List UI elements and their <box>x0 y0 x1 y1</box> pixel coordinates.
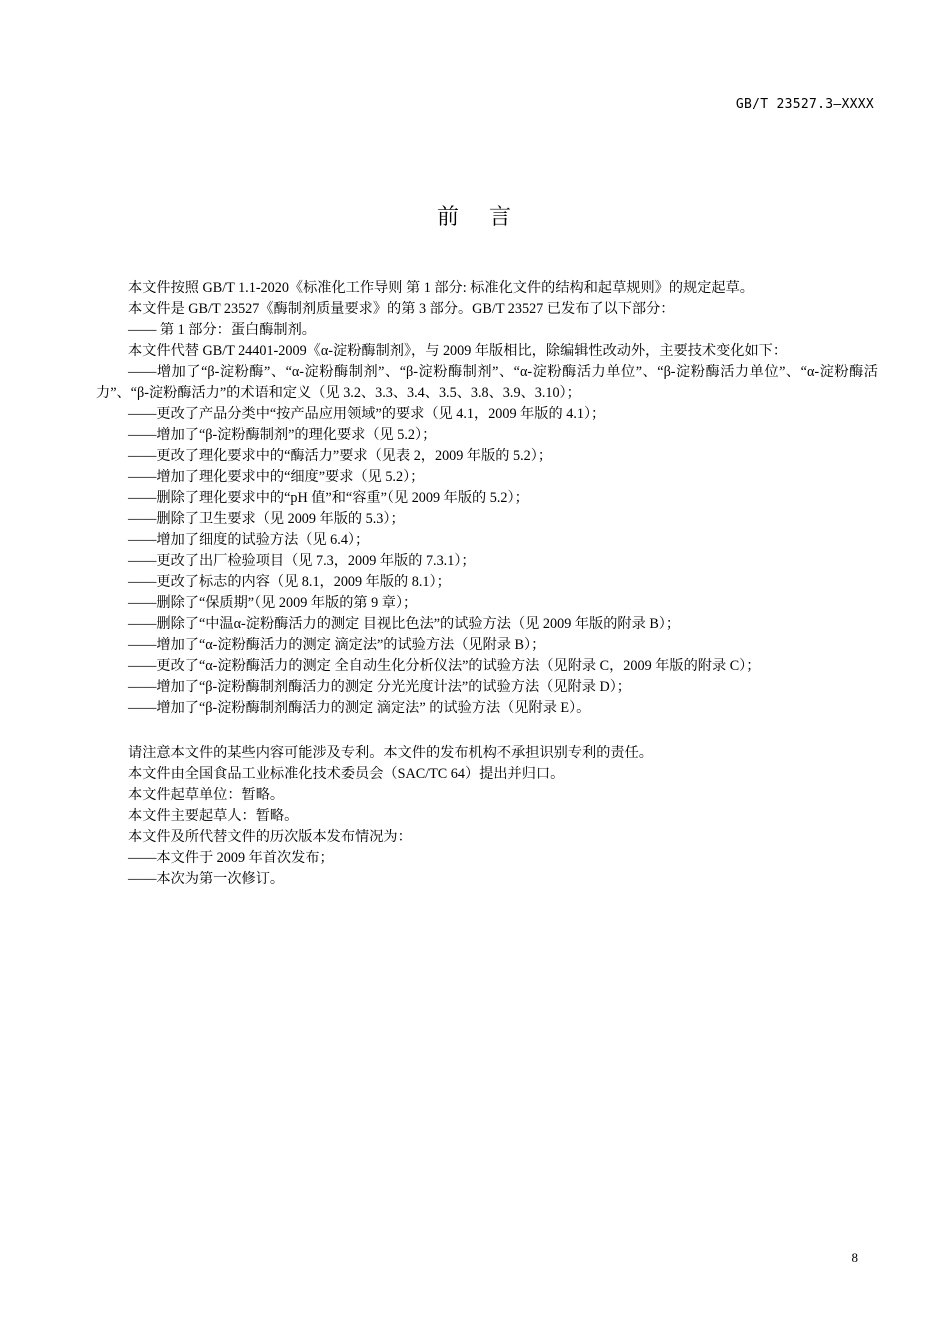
page-title <box>0 200 950 231</box>
document-code: GB/T 23527.3—XXXX <box>735 97 874 112</box>
intro-paragraph: —— 第 1 部分：蛋白酶制剂。 <box>128 322 316 338</box>
intro-paragraph: 本文件按照 GB/T 1.1-2020《标准化工作导则 第 1 部分: 标准化文件的结构和起草规则》的规定起草。 <box>128 280 754 296</box>
closing-paragraph: ——本文件于 2009 年首次发布； <box>128 850 334 866</box>
change-item: ——增加了细度的试验方法（见 6.4）； <box>128 532 370 548</box>
foreword-body <box>96 278 878 890</box>
section-gap <box>96 719 878 743</box>
change-item: ——删除了“保质期”（见 2009 年版的第 9 章）； <box>128 595 418 611</box>
change-item: ——增加了“β-淀粉酶”、“α-淀粉酶制剂”、“β-淀粉酶制剂”、“α-淀粉酶活力单位”、“β-淀粉酶活力单位”、“α-淀粉酶活力”、“β-淀粉酶活力”的术语和定义（见 3.2、3.3、3.4、3.5、3.8、3.9、3.10）； <box>96 364 878 401</box>
change-item: ——更改了标志的内容（见 8.1，2009 年版的 8.1）； <box>128 574 451 590</box>
change-item: ——删除了“中温α-淀粉酶活力的测定 目视比色法”的试验方法（见 2009 年版的附录 B）； <box>128 616 681 632</box>
closing-paragraph: 请注意本文件的某些内容可能涉及专利。本文件的发布机构不承担识别专利的责任。 <box>128 745 653 761</box>
change-item: ——删除了理化要求中的“pH 值”和“容重”（见 2009 年版的 5.2）； <box>128 490 529 506</box>
change-item: ——更改了“α-淀粉酶活力的测定 全自动生化分析仪法”的试验方法（见附录 C，2009 年版的附录 C）； <box>128 658 761 674</box>
title-char-2: 言 <box>489 205 514 230</box>
change-item: ——增加了“β-淀粉酶制剂酶活力的测定 滴定法” 的试验方法（见附录 E）。 <box>128 700 591 716</box>
change-item: ——更改了出厂检验项目（见 7.3，2009 年版的 7.3.1）； <box>128 553 476 569</box>
change-item: ——增加了理化要求中的“细度”要求（见 5.2）； <box>128 469 425 485</box>
change-item: ——增加了“β-淀粉酶制剂酶活力的测定 分光光度计法”的试验方法（见附录 D）； <box>128 679 631 695</box>
closing-paragraph: 本文件主要起草人：暂略。 <box>128 808 299 824</box>
change-item: ——删除了卫生要求（见 2009 年版的 5.3）； <box>128 511 405 527</box>
change-item: ——增加了“β-淀粉酶制剂”的理化要求（见 5.2）； <box>128 427 437 443</box>
closing-paragraph: 本文件起草单位：暂略。 <box>128 787 285 803</box>
change-item: ——更改了理化要求中的“酶活力”要求（见表 2，2009 年版的 5.2）； <box>128 448 553 464</box>
title-char-1: 前 <box>436 205 461 230</box>
change-item: ——更改了产品分类中“按产品应用领域”的要求（见 4.1，2009 年版的 4.1）； <box>128 406 606 422</box>
intro-paragraph: 本文件是 GB/T 23527《酶制剂质量要求》的第 3 部分。GB/T 23527 已发布了以下部分： <box>128 301 675 317</box>
change-item: ——增加了“α-淀粉酶活力的测定 滴定法”的试验方法（见附录 B）； <box>128 637 546 653</box>
page-number: 8 <box>851 1250 858 1265</box>
intro-paragraph: 本文件代替 GB/T 24401-2009《α-淀粉酶制剂》，与 2009 年版相比，除编辑性改动外，主要技术变化如下： <box>128 343 788 359</box>
closing-paragraph: 本文件由全国食品工业标准化技术委员会（SAC/TC 64）提出并归口。 <box>128 766 565 782</box>
closing-paragraph: ——本次为第一次修订。 <box>128 871 285 887</box>
closing-paragraph: 本文件及所代替文件的历次版本发布情况为： <box>128 829 412 845</box>
